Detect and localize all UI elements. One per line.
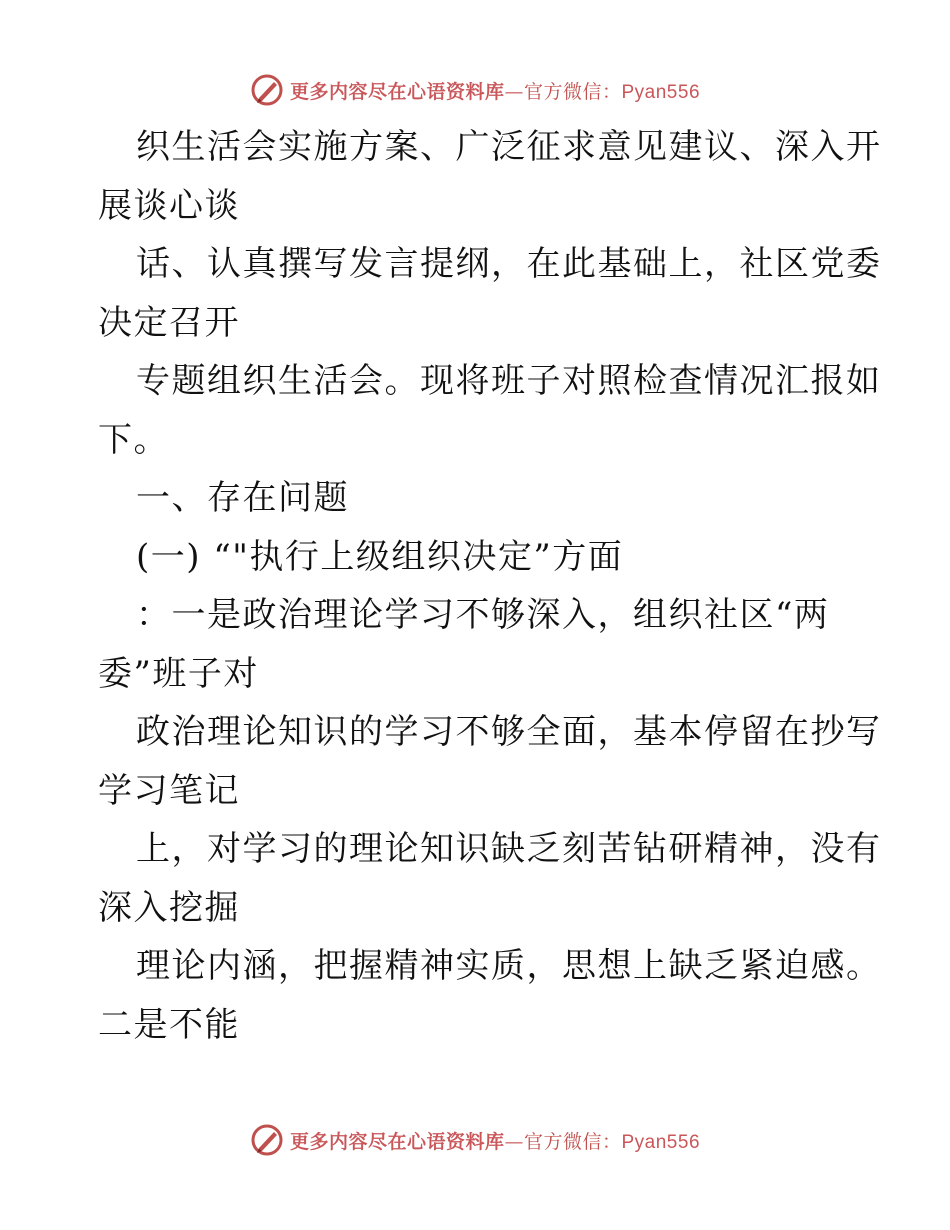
- watermark-label: 官方微信：: [523, 80, 622, 103]
- watermark-text: [290, 1127, 700, 1154]
- text-line: 话、认真撰写发言提纲，在此基础上，社区党委: [136, 244, 882, 284]
- pen-logo-icon: [250, 1123, 284, 1157]
- text-line: 深入挖掘: [98, 887, 240, 928]
- watermark-account: Pyan556: [621, 81, 701, 103]
- document-body: [98, 118, 882, 1054]
- header-watermark: [0, 70, 950, 110]
- watermark-label: 官方微信：: [523, 1130, 622, 1153]
- text-line: 决定召开: [98, 302, 240, 343]
- text-line: 专题组织生活会。现将班子对照检查情况汇报如: [136, 361, 882, 401]
- watermark-text: [290, 77, 700, 104]
- text-line: 上，对学习的理论知识缺乏刻苦钻研精神，没有: [136, 829, 882, 869]
- text-line: 委”班子对: [98, 653, 259, 694]
- text-line: 政治理论知识的学习不够全面，基本停留在抄写: [136, 712, 882, 752]
- text-line: ：一是政治理论学习不够深入，组织社区“两: [136, 595, 830, 635]
- text-line: 下。: [98, 419, 169, 460]
- text-line: 理论内涵，把握精神实质，思想上缺乏紧迫感。: [136, 946, 882, 986]
- watermark-dash: —: [504, 80, 524, 103]
- section-heading: 一、存在问题: [136, 478, 349, 518]
- watermark-brand: 更多内容尽在心语资料库: [289, 80, 505, 103]
- watermark-brand: 更多内容尽在心语资料库: [289, 1130, 505, 1153]
- pen-logo-icon: [250, 73, 284, 107]
- text-line: 展谈心谈: [98, 185, 240, 226]
- footer-watermark: [0, 1120, 950, 1160]
- watermark-account: Pyan556: [621, 1131, 701, 1153]
- text-line: 织生活会实施方案、广泛征求意见建议、深入开: [136, 127, 882, 167]
- text-line: 学习笔记: [98, 770, 240, 811]
- subsection-heading: (一) “"执行上级组织决定”方面: [136, 536, 624, 577]
- text-line: 二是不能: [98, 1004, 240, 1045]
- watermark-dash: —: [504, 1130, 524, 1153]
